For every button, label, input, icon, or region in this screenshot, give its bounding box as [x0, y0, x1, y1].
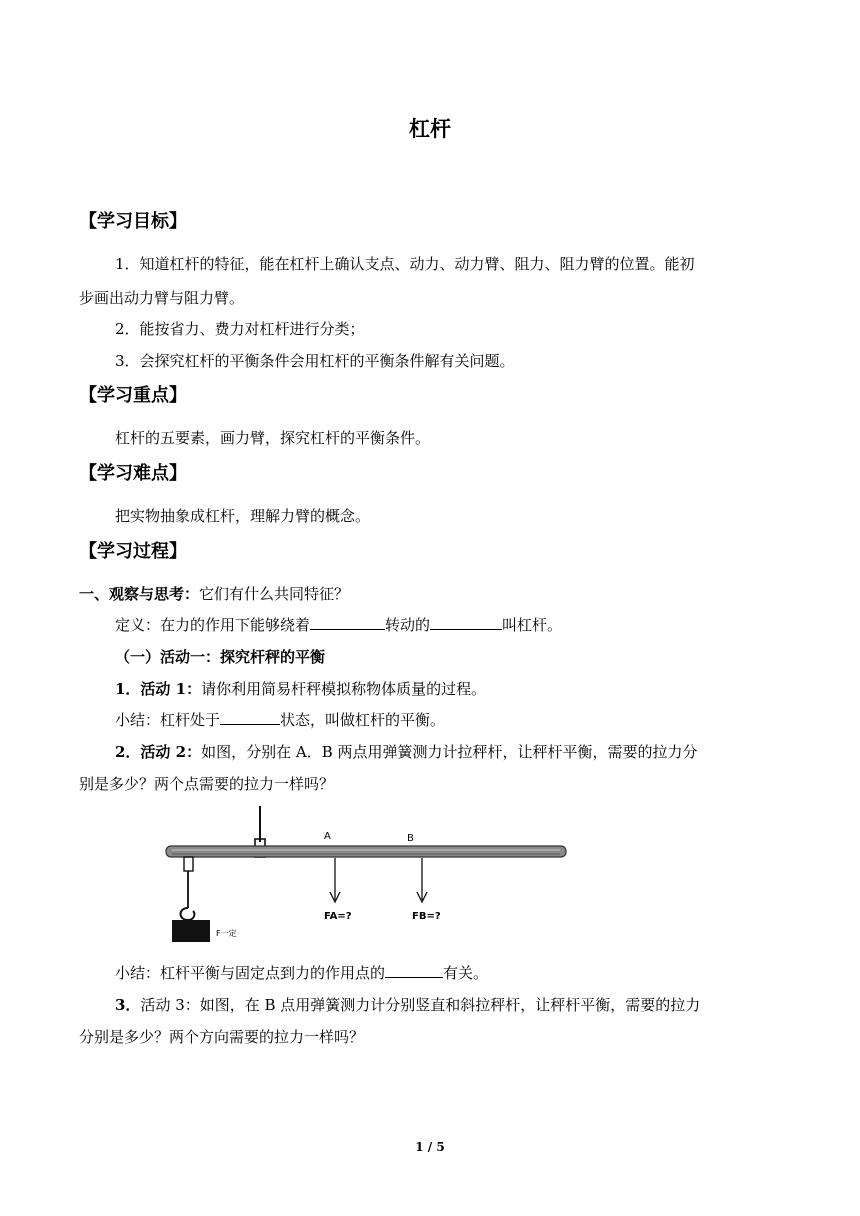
summary-1-part-a: 小结：杠杆处于	[115, 711, 221, 729]
activity-1-line	[115, 678, 486, 699]
activity-2-line2: 别是多少？两个点需要的拉力一样吗？	[79, 775, 335, 793]
objective-2: 2．能按省力、费力对杠杆进行分类；	[115, 320, 365, 338]
activity-3-line1	[115, 994, 700, 1015]
label-b: B	[407, 833, 414, 844]
page-title: 杠杆	[409, 117, 451, 141]
definition-part-a: 定义：在力的作用下能够绕着	[115, 616, 311, 634]
page-number: 1 / 5	[415, 1140, 445, 1154]
label-a: A	[324, 831, 331, 842]
activity-1-bold: 1．活动 1：	[115, 680, 202, 698]
definition-part-b: 转动的	[385, 616, 431, 634]
activity-2-bold: 2．活动 2：	[115, 743, 202, 761]
objective-1-line2: 步画出动力臂与阻力臂。	[79, 289, 245, 307]
weight-block	[172, 920, 210, 942]
summary-2-part-a: 小结：杠杆平衡与固定点到力的作用点的	[115, 964, 386, 982]
activity-3-text1: 活动 3：如图，在 B 点用弹簧测力计分别竖直和斜拉秤杆，让秤杆平衡，需要的拉力	[140, 996, 701, 1014]
activity-2-line1	[115, 741, 698, 762]
hook	[181, 908, 195, 920]
key-points-text: 杠杆的五要素，画力臂，探究杠杆的平衡条件。	[115, 429, 431, 447]
force-a-label: FA=?	[324, 911, 352, 922]
definition-part-c: 叫杠杆。	[502, 616, 563, 634]
activity-2-text1: 如图，分别在 A．B 两点用弹簧测力计拉秤杆，让秤杆平衡，需要的拉力分	[201, 743, 698, 761]
activity-3-line2: 分别是多少？两个方向需要的拉力一样吗？	[79, 1028, 365, 1046]
summary-2-blank[interactable]	[385, 963, 443, 978]
definition-line	[115, 614, 562, 635]
process-heading: 【学习过程】	[79, 541, 187, 562]
difficulty-text: 把实物抽象成杠杆，理解力臂的概念。	[115, 507, 371, 525]
key-points-heading: 【学习重点】	[79, 385, 187, 406]
difficulty-heading: 【学习难点】	[79, 463, 187, 484]
summary-2-line	[115, 962, 488, 983]
part1-line	[79, 583, 349, 604]
activity-1-rest: 请你利用简易杆秤模拟称物体质量的过程。	[201, 680, 487, 698]
activity-one-title: （一）活动一：探究杆秤的平衡	[115, 648, 326, 666]
definition-blank-2[interactable]	[430, 615, 502, 630]
activity-3-bold: 3．	[115, 996, 141, 1014]
objectives-heading: 【学习目标】	[79, 211, 187, 232]
summary-1-line	[115, 709, 445, 730]
objective-1-line1: 1．知道杠杆的特征，能在杠杆上确认支点、动力、动力臂、阻力、阻力臂的位置。能初	[115, 255, 695, 273]
definition-blank-1[interactable]	[310, 615, 385, 630]
part1-bold: 一、观察与思考：	[79, 585, 200, 603]
summary-1-part-b: 状态，叫做杠杆的平衡。	[280, 711, 446, 729]
left-hanger	[184, 857, 193, 871]
lever-figure-group	[166, 806, 566, 942]
weight-label: F一定	[216, 929, 237, 938]
force-b-label: FB=?	[412, 911, 441, 922]
lever-bar	[166, 846, 566, 857]
summary-2-part-b: 有关。	[443, 964, 489, 982]
part1-rest: 它们有什么共同特征？	[199, 585, 350, 603]
objective-3: 3．会探究杠杆的平衡条件会用杠杆的平衡条件解有关问题。	[115, 352, 515, 370]
lever-figure	[160, 806, 570, 946]
summary-1-blank[interactable]	[220, 710, 280, 725]
